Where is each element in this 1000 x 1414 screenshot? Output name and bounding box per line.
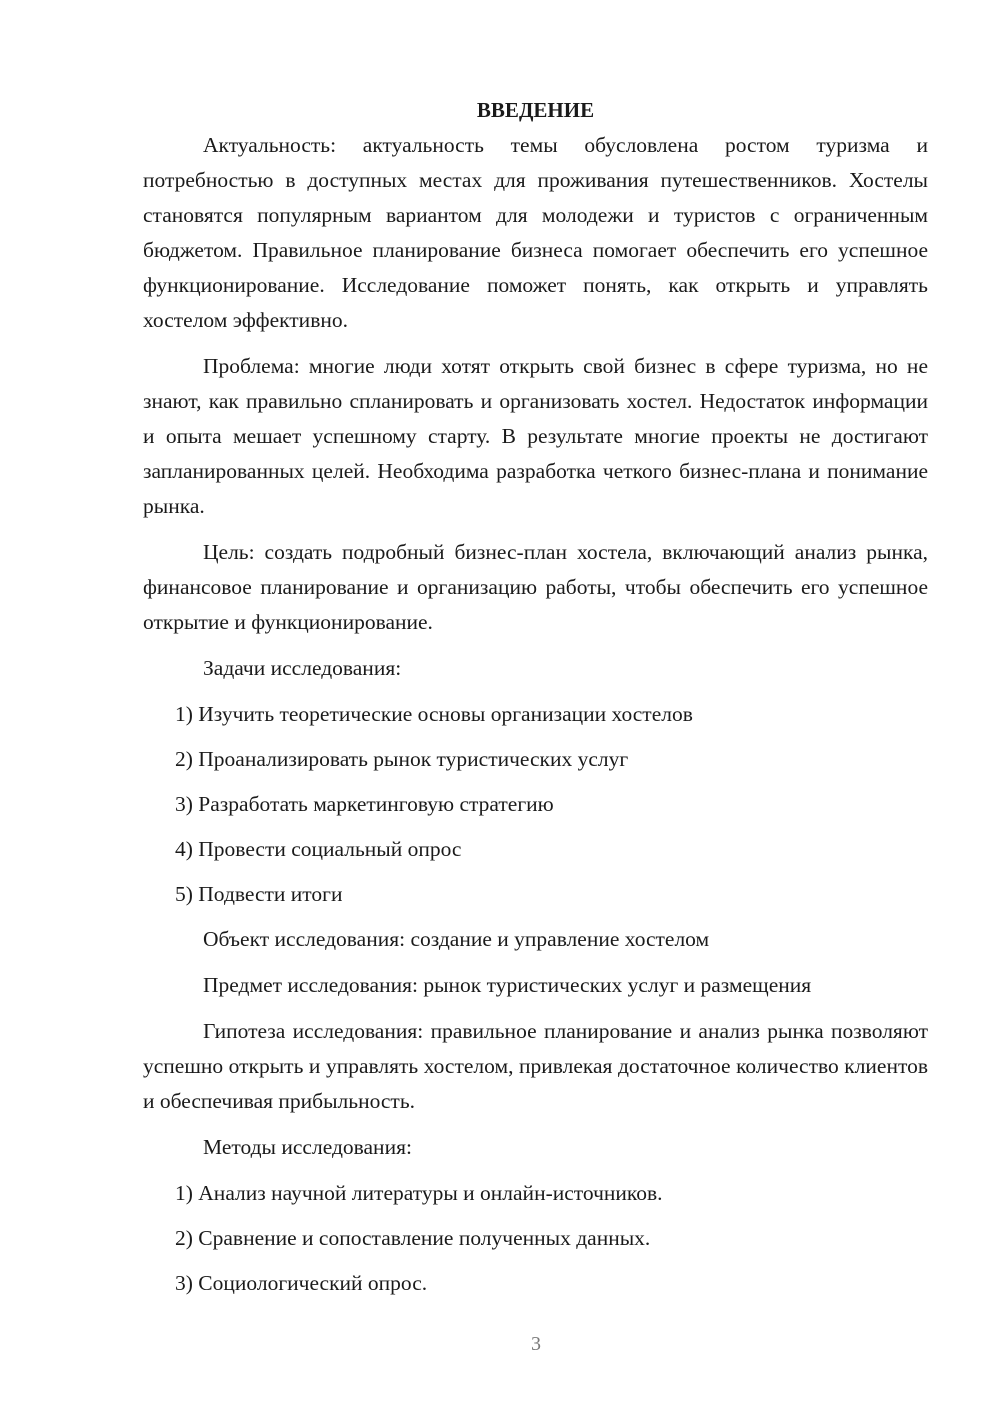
tasks-list: [143, 697, 928, 912]
relevance-paragraph: Актуальность: актуальность темы обусловлена ростом туризма и потребностью в доступных местах для проживания путешественников. Хостелы становятся популярным вариантом для молодежи и туристов с ограниченным бюджетом. Правильное планирование бизнеса помогает обеспечить его успешное функционирование. Исследование поможет понять, как открыть и управлять хостелом эффективно.: [143, 133, 928, 332]
document-page: [143, 92, 928, 1311]
method-item: 2) Сравнение и сопоставление полученных данных.: [175, 1226, 651, 1250]
task-item: 2) Проанализировать рынок туристических услуг: [175, 747, 629, 771]
method-item: 1) Анализ научной литературы и онлайн-источников.: [175, 1181, 663, 1205]
methods-list: [143, 1176, 928, 1301]
subject-paragraph: Предмет исследования: рынок туристических услуг и размещения: [203, 973, 812, 997]
object-paragraph: Объект исследования: создание и управление хостелом: [203, 927, 710, 951]
task-item: 5) Подвести итоги: [175, 882, 343, 906]
task-item: 1) Изучить теоретические основы организации хостелов: [175, 702, 693, 726]
page-title: ВВЕДЕНИЕ: [476, 98, 595, 122]
methods-label: Методы исследования:: [203, 1135, 412, 1159]
problem-paragraph: Проблема: многие люди хотят открыть свой бизнес в сфере туризма, но не знают, как правильно спланировать и организовать хостел. Недостаток информации и опыта мешает успешному старту. В результате многие проекты не достигают запланированных целей. Необходима разработка четкого бизнес-плана и понимание рынка.: [143, 354, 928, 518]
task-item: 3) Разработать маркетинговую стратегию: [175, 792, 554, 816]
page-number: 3: [531, 1333, 541, 1355]
task-item: 4) Провести социальный опрос: [175, 837, 462, 861]
goal-paragraph: Цель: создать подробный бизнес-план хостела, включающий анализ рынка, финансовое планирование и организацию работы, чтобы обеспечить его успешное открытие и функционирование.: [143, 540, 928, 634]
tasks-label: Задачи исследования:: [203, 656, 402, 680]
method-item: 3) Социологический опрос.: [175, 1271, 428, 1295]
hypothesis-paragraph: Гипотеза исследования: правильное планирование и анализ рынка позволяют успешно открыть и управлять хостелом, привлекая достаточное количество клиентов и обеспечивая прибыльность.: [143, 1019, 928, 1113]
